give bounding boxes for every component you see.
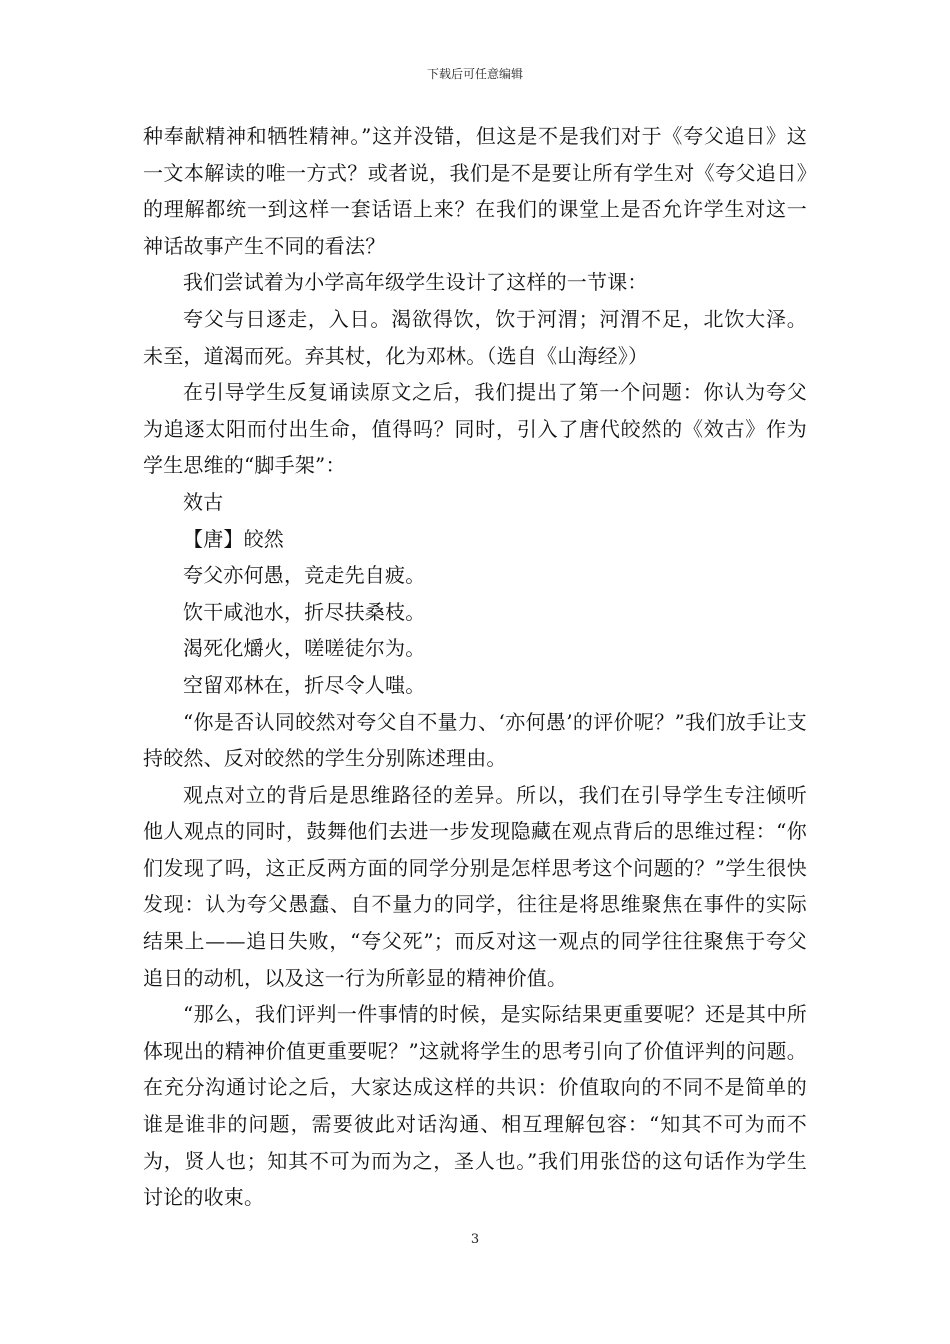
poem-line: 夸父亦何愚，竞走先自疲。 xyxy=(183,563,426,588)
poem-author: 【唐】皎然 xyxy=(183,526,284,551)
poem-title: 效古 xyxy=(183,489,224,514)
paragraph-quote: 夸父与日逐走，入日。渴欲得饮，饮于河渭；河渭不足，北饮大泽。未至，道渴而死。弃其杖，化为邓林。（选自《山海经》） xyxy=(143,306,807,368)
page-header: 下载后可任意编辑 xyxy=(426,67,523,81)
poem-line: 渴死化爝火，嗟嗟徒尔为。 xyxy=(183,636,426,661)
poem-line: 饮干咸池水，折尽扶桑枝。 xyxy=(183,599,426,624)
page-number: 3 xyxy=(470,1232,480,1247)
paragraph: 观点对立的背后是思维路径的差异。所以，我们在引导学生专注倾听他人观点的同时，鼓舞他们去进一步发现隐藏在观点背后的思维过程：“你们发现了吗，这正反两方面的同学分别是怎样思考这个问题的？”学生很快发现：认为夸父愚蠢、自不量力的同学，往往是将思维聚焦在事件的实际结果上——追日失败，“夸父死”；而反对这一观点的同学往往聚焦于夸父追日的动机，以及这一行为所彰显的精神价值。 xyxy=(143,782,807,990)
poem-line: 空留邓林在，折尽令人嗤。 xyxy=(183,672,426,697)
paragraph: 在引导学生反复诵读原文之后，我们提出了第一个问题：你认为夸父为追逐太阳而付出生命，值得吗？同时，引入了唐代皎然的《效古》作为学生思维的“脚手架”： xyxy=(143,380,807,478)
paragraph: 种奉献精神和牺牲精神。”这并没错，但这是不是我们对于《夸父追日》这一文本解读的唯一方式？或者说，我们是不是要让所有学生对《夸父追日》的理解都统一到这样一套话语上来？在我们的课堂上是否允许学生对这一神话故事产生不同的看法？ xyxy=(143,124,807,258)
paragraph: “那么，我们评判一件事情的时候，是实际结果更重要呢？还是其中所体现出的精神价值更重要呢？”这就将学生的思考引向了价值评判的问题。在充分沟通讨论之后，大家达成这样的共识：价值取向的不同不是简单的谁是谁非的问题，需要彼此对话沟通、相互理解包容：“知其不可为而不为，贤人也；知其不可为而为之，圣人也。”我们用张岱的这句话作为学生讨论的收束。 xyxy=(143,1002,807,1210)
paragraph: 我们尝试着为小学高年级学生设计了这样的一节课： xyxy=(183,270,648,295)
paragraph: “你是否认同皎然对夸父自不量力、‘亦何愚’的评价呢？”我们放手让支持皎然、反对皎然的学生分别陈述理由。 xyxy=(143,709,807,771)
document-body xyxy=(143,118,807,1216)
